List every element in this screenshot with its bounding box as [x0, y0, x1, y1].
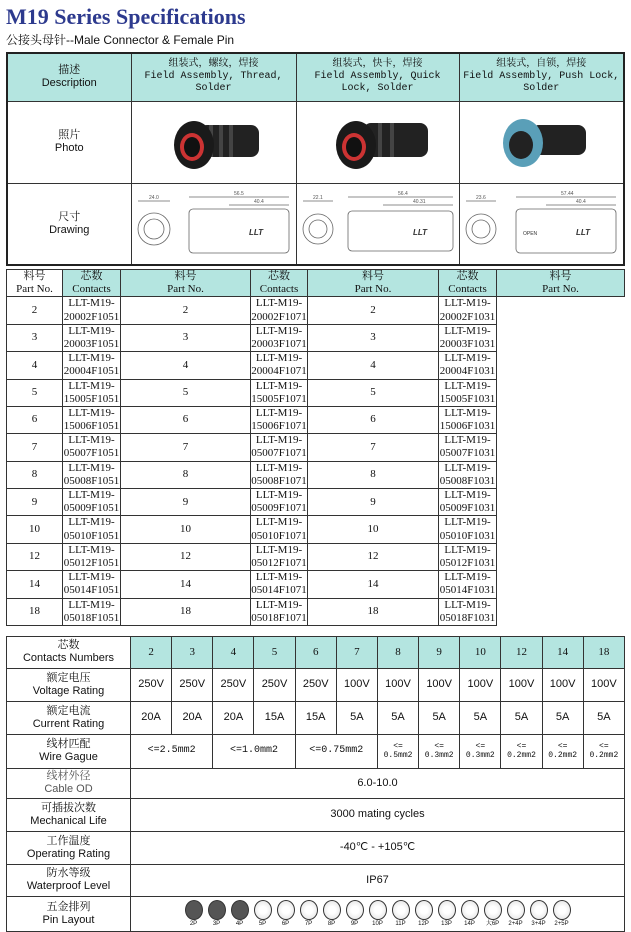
- svg-text:57.44: 57.44: [561, 190, 574, 197]
- waterproof-value: IP67: [131, 864, 625, 896]
- contacts-cell: 2: [121, 297, 251, 324]
- contacts-cell: 5: [121, 379, 251, 406]
- part-number-cell: LLT-M19-15006F1051: [63, 406, 120, 433]
- contacts-row: [7, 636, 625, 668]
- part-number-cell: LLT-M19-20004F1051: [63, 352, 120, 378]
- voltage-value: 250V: [295, 668, 336, 701]
- part-number-cell: LLT-M19-15006F1031: [439, 406, 496, 433]
- contacts-cell: 14: [308, 571, 439, 598]
- part-number-cell: LLT-M19-20003F1031: [439, 324, 496, 350]
- part-number-cell: LLT-M19-20004F1031: [439, 352, 496, 378]
- current-value: 5A: [336, 701, 377, 734]
- wire-gauge-value: <= 0.5mm2: [377, 734, 418, 768]
- variant-quick-lock: 组装式，快卡，焊接 Field Assembly, Quick Lock, Solder: [296, 53, 459, 101]
- svg-text:40.31: 40.31: [412, 198, 426, 205]
- current-value: 20A: [213, 701, 254, 734]
- contacts-cell: 7: [121, 434, 251, 461]
- contacts-label: 芯数 Contacts Numbers: [7, 636, 131, 668]
- voltage-value: 100V: [419, 668, 460, 701]
- temp-row: [7, 831, 625, 864]
- current-value: 5A: [460, 701, 501, 734]
- contacts-cell: 4: [308, 352, 439, 379]
- table-row: [7, 406, 625, 433]
- pin-layout-icon: 4P: [231, 900, 249, 928]
- part-number-cell: LLT-M19-05007F1031: [439, 434, 496, 460]
- pin-layout-icon: 10P: [369, 900, 387, 928]
- part-number-cell: LLT-M19-05018F1071: [251, 598, 307, 624]
- contacts-cell: 12: [308, 543, 439, 570]
- drawing-label: 尺寸 Drawing: [7, 183, 131, 265]
- contacts-value: 3: [172, 636, 213, 668]
- wire-gauge-value: <= 0.2mm2: [583, 734, 624, 768]
- contacts-value: 8: [377, 636, 418, 668]
- wire-label: 线材匹配 Wire Gague: [7, 734, 131, 768]
- wire-gauge-value: <= 0.2mm2: [501, 734, 542, 768]
- voltage-value: 100V: [377, 668, 418, 701]
- contacts-cell: 8: [121, 461, 251, 488]
- part-number-cell: LLT-M19-15006F1071: [251, 406, 307, 433]
- contacts-cell: 18: [121, 598, 251, 625]
- part-number-cell: LLT-M19-05010F1051: [63, 516, 120, 542]
- voltage-value: 100V: [501, 668, 542, 701]
- pin-label: 五金排列 Pin Layout: [7, 896, 131, 931]
- part-number-cell: LLT-M19-05010F1071: [251, 516, 307, 542]
- contacts-value: 7: [336, 636, 377, 668]
- svg-text:56.4: 56.4: [397, 190, 408, 197]
- pin-layout-diagrams: [131, 896, 625, 931]
- drawing-push-lock: [459, 183, 624, 265]
- page-subtitle: 公接头母针--Male Connector & Female Pin: [6, 33, 235, 47]
- table-row: [7, 379, 625, 406]
- part-number-cell: LLT-M19-05018F1031: [439, 598, 496, 624]
- voltage-value: 100V: [460, 668, 501, 701]
- voltage-label: 额定电压 Voltage Rating: [7, 668, 131, 701]
- current-value: 15A: [295, 701, 336, 734]
- voltage-value: 250V: [131, 668, 172, 701]
- part-number-cell: LLT-M19-20002F1031: [439, 297, 496, 323]
- life-label: 可插拔次数 Mechanical Life: [7, 798, 131, 831]
- contacts-cell: 7: [7, 434, 63, 461]
- part-header: 料号 Part No.: [497, 270, 625, 297]
- part-number-cell: LLT-M19-05008F1051: [63, 461, 120, 487]
- life-value: 3000 mating cycles: [131, 798, 625, 831]
- table-row: [7, 324, 625, 351]
- pin-layout-icon: 11P: [392, 900, 410, 928]
- contacts-cell: 8: [308, 461, 439, 488]
- part-number-cell: LLT-M19-05008F1071: [251, 461, 307, 487]
- contacts-cell: 4: [121, 352, 251, 379]
- part-number-cell: LLT-M19-05009F1051: [63, 489, 120, 515]
- current-value: 5A: [583, 701, 624, 734]
- voltage-value: 250V: [213, 668, 254, 701]
- drawing-thread: [131, 183, 296, 265]
- table-row: [7, 516, 625, 543]
- contacts-cell: 8: [7, 461, 63, 488]
- pin-row: [7, 896, 625, 931]
- table-row: [7, 461, 625, 488]
- contacts-cell: 10: [308, 516, 439, 543]
- contacts-cell: 6: [308, 406, 439, 433]
- contacts-cell: 12: [7, 543, 63, 570]
- svg-text:LLT: LLT: [412, 227, 427, 237]
- table-row: [7, 297, 625, 324]
- temp-label: 工作温度 Operating Rating: [7, 831, 131, 864]
- specifications-table: [6, 636, 625, 932]
- pin-layout-icon: 13P: [438, 900, 456, 928]
- contacts-value: 5: [254, 636, 295, 668]
- part-number-cell: LLT-M19-20002F1071: [251, 297, 307, 323]
- part-number-cell: LLT-M19-05009F1031: [439, 489, 496, 515]
- wire-gauge-value: <=0.75mm2: [295, 734, 377, 768]
- pin-layout-icon: 12P: [415, 900, 433, 928]
- voltage-value: 100V: [542, 668, 583, 701]
- part-number-cell: LLT-M19-05009F1071: [251, 489, 307, 515]
- table-row: [7, 352, 625, 379]
- current-label: 额定电流 Current Rating: [7, 701, 131, 734]
- current-value: 20A: [172, 701, 213, 734]
- table-row: [7, 598, 625, 625]
- pin-layout-icon: 5P: [254, 900, 272, 928]
- pin-layout-icon: 3P: [208, 900, 226, 928]
- voltage-value: 250V: [254, 668, 295, 701]
- contacts-cell: 7: [308, 434, 439, 461]
- contacts-cell: 9: [121, 489, 251, 516]
- svg-text:23.6: 23.6: [476, 194, 486, 201]
- svg-text:LLT: LLT: [576, 227, 591, 237]
- svg-text:LLT: LLT: [248, 227, 263, 237]
- variant-thread: 组装式，螺纹，焊接 Field Assembly, Thread, Solder: [131, 53, 296, 101]
- variant-push-lock: 组装式，自锁，焊接 Field Assembly, Push Lock, Solder: [459, 53, 624, 101]
- part-number-cell: LLT-M19-05012F1071: [251, 543, 307, 569]
- current-value: 15A: [254, 701, 295, 734]
- contacts-cell: 2: [7, 297, 63, 324]
- pin-layout-icon: 14P: [461, 900, 479, 928]
- part-number-cell: LLT-M19-15005F1051: [63, 379, 120, 405]
- part-number-cell: LLT-M19-05014F1031: [439, 571, 496, 597]
- contacts-cell: 6: [121, 406, 251, 433]
- voltage-value: 100V: [583, 668, 624, 701]
- svg-text:22.1: 22.1: [312, 194, 323, 201]
- svg-text:56.5: 56.5: [233, 190, 244, 197]
- waterproof-row: [7, 864, 625, 896]
- part-number-cell: LLT-M19-05007F1051: [63, 434, 120, 460]
- wire-gauge-value: <= 0.2mm2: [542, 734, 583, 768]
- pin-layout-icon: 9P: [346, 900, 364, 928]
- contacts-cell: 9: [7, 489, 63, 516]
- contacts-header: 芯数 Contacts: [63, 270, 121, 297]
- contacts-cell: 12: [121, 543, 251, 570]
- cable-label: 线材外径 Cable OD: [7, 768, 131, 798]
- voltage-value: 100V: [336, 668, 377, 701]
- contacts-value: 9: [419, 636, 460, 668]
- page-title: M19 Series Specifications: [6, 4, 246, 29]
- pin-layout-icon: 大6P: [484, 900, 502, 928]
- part-number-cell: LLT-M19-20003F1071: [251, 324, 307, 350]
- current-row: [7, 701, 625, 734]
- photo-label: 照片 Photo: [7, 101, 131, 183]
- description-label: 描述 Description: [7, 53, 131, 101]
- contacts-value: 10: [460, 636, 501, 668]
- table-row: [7, 489, 625, 516]
- contacts-cell: 14: [121, 571, 251, 598]
- contacts-cell: 14: [7, 571, 63, 598]
- part-number-table: [6, 269, 625, 626]
- contacts-cell: 2: [308, 297, 439, 324]
- svg-text:40.4: 40.4: [576, 198, 586, 205]
- part-number-cell: LLT-M19-15005F1071: [251, 379, 307, 405]
- current-value: 5A: [501, 701, 542, 734]
- contacts-value: 14: [542, 636, 583, 668]
- current-value: 5A: [542, 701, 583, 734]
- contacts-value: 2: [131, 636, 172, 668]
- wire-gauge-value: <=2.5mm2: [131, 734, 213, 768]
- contacts-cell: 9: [308, 489, 439, 516]
- contacts-header: 芯数 Contacts: [439, 270, 497, 297]
- part-number-cell: LLT-M19-15005F1031: [439, 379, 496, 405]
- current-value: 20A: [131, 701, 172, 734]
- part-number-cell: LLT-M19-20003F1051: [63, 324, 120, 350]
- contacts-cell: 4: [7, 352, 63, 379]
- table-row: [7, 543, 625, 570]
- contacts-cell: 3: [308, 324, 439, 351]
- contacts-value: 6: [295, 636, 336, 668]
- pin-layout-icon: 6P: [277, 900, 295, 928]
- pin-layout-icon: 2P: [185, 900, 203, 928]
- svg-text:24.0: 24.0: [148, 194, 159, 201]
- current-value: 5A: [377, 701, 418, 734]
- part-no-label: 料号 Part No.: [7, 270, 63, 297]
- photo-thread: [131, 101, 296, 183]
- svg-text:40.4: 40.4: [253, 198, 264, 205]
- table-row: [7, 434, 625, 461]
- temp-value: -40℃ - +105℃: [131, 831, 625, 864]
- contacts-value: 4: [213, 636, 254, 668]
- contacts-cell: 18: [308, 598, 439, 625]
- wire-gauge-value: <=1.0mm2: [213, 734, 295, 768]
- contacts-cell: 3: [121, 324, 251, 351]
- overview-table: [6, 52, 625, 266]
- photo-quick-lock: [296, 101, 459, 183]
- part-number-cell: LLT-M19-05014F1071: [251, 571, 307, 597]
- part-number-cell: LLT-M19-05012F1051: [63, 543, 120, 569]
- svg-text:OPEN: OPEN: [523, 230, 538, 237]
- contacts-cell: 5: [308, 379, 439, 406]
- pin-layout-icon: 2+4P: [507, 900, 525, 928]
- part-number-cell: LLT-M19-20002F1051: [63, 297, 120, 323]
- photo-push-lock: [459, 101, 624, 183]
- waterproof-label: 防水等级 Waterproof Level: [7, 864, 131, 896]
- contacts-cell: 5: [7, 379, 63, 406]
- part-number-cell: LLT-M19-20004F1071: [251, 352, 307, 378]
- contacts-header: 芯数 Contacts: [251, 270, 308, 297]
- contacts-cell: 6: [7, 406, 63, 433]
- current-value: 5A: [419, 701, 460, 734]
- pin-layout-icon: 8P: [323, 900, 341, 928]
- part-number-cell: LLT-M19-05012F1031: [439, 543, 496, 569]
- drawing-quick-lock: [296, 183, 459, 265]
- part-header: 料号 Part No.: [121, 270, 251, 297]
- wire-row: [7, 734, 625, 768]
- part-header: 料号 Part No.: [308, 270, 439, 297]
- contacts-value: 18: [583, 636, 624, 668]
- cable-value: 6.0-10.0: [131, 768, 625, 798]
- wire-gauge-value: <= 0.3mm2: [460, 734, 501, 768]
- part-number-cell: LLT-M19-05007F1071: [251, 434, 307, 460]
- table-row: [7, 571, 625, 598]
- life-row: [7, 798, 625, 831]
- pin-layout-icon: 2+5P: [553, 900, 571, 928]
- contacts-cell: 10: [121, 516, 251, 543]
- pin-layout-icon: 3+4P: [530, 900, 548, 928]
- contacts-cell: 18: [7, 598, 63, 625]
- cable-row: [7, 768, 625, 798]
- part-number-cell: LLT-M19-05008F1031: [439, 461, 496, 487]
- voltage-row: [7, 668, 625, 701]
- contacts-cell: 10: [7, 516, 63, 543]
- voltage-value: 250V: [172, 668, 213, 701]
- contacts-value: 12: [501, 636, 542, 668]
- part-number-cell: LLT-M19-05010F1031: [439, 516, 496, 542]
- contacts-cell: 3: [7, 324, 63, 351]
- wire-gauge-value: <= 0.3mm2: [419, 734, 460, 768]
- pin-layout-icon: 7P: [300, 900, 318, 928]
- part-number-cell: LLT-M19-05018F1051: [63, 598, 120, 624]
- part-number-cell: LLT-M19-05014F1051: [63, 571, 120, 597]
